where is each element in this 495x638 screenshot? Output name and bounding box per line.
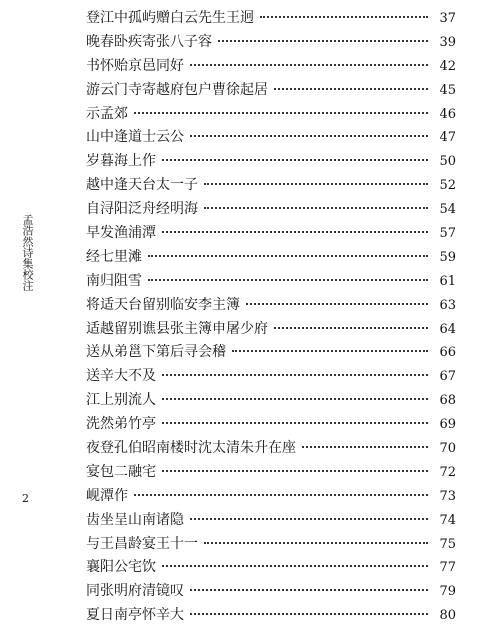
dot-leader <box>204 542 428 544</box>
dot-leader <box>148 279 428 281</box>
dot-leader <box>162 231 428 233</box>
toc-entry <box>86 437 456 461</box>
toc-entry <box>86 318 456 342</box>
toc-entry-title: 越中逢天台太一子 <box>86 177 198 194</box>
toc-entry-page: 73 <box>439 488 456 504</box>
toc-entry-page: 68 <box>439 393 456 409</box>
toc-entry-title: 将适天台留别临安李主簿 <box>86 296 240 313</box>
toc-entry <box>86 365 456 389</box>
dot-leader <box>162 422 428 424</box>
toc-entry-page: 66 <box>439 345 456 361</box>
toc-entry <box>86 485 456 509</box>
toc-entry <box>86 126 456 150</box>
toc-entry-page: 46 <box>439 106 456 122</box>
toc-entry-title: 送从弟邕下第后寻会稽 <box>86 344 226 361</box>
toc-entry-page: 70 <box>439 441 456 457</box>
toc-entry <box>86 556 456 580</box>
toc-entry-page: 37 <box>439 11 456 26</box>
toc-entry-title: 早发渔浦潭 <box>86 225 156 242</box>
dot-leader <box>218 40 428 42</box>
toc-entry-page: 63 <box>439 297 456 313</box>
toc-entry-title: 夜登孔伯昭南楼时沈太清朱升在座 <box>86 440 296 457</box>
toc-entry-page: 52 <box>439 178 456 194</box>
toc-entry-page: 57 <box>439 226 456 242</box>
toc-entry-page: 77 <box>439 560 456 576</box>
dot-leader <box>162 565 428 567</box>
toc-entry-title: 夏日南亭怀辛大 <box>86 607 184 624</box>
toc-entry <box>86 79 456 103</box>
toc-entry-page: 42 <box>439 58 456 74</box>
toc-entry-page: 67 <box>439 369 456 385</box>
toc-entry-page: 74 <box>439 512 456 528</box>
toc-entry <box>86 341 456 365</box>
toc-entry-title: 宴包二融宅 <box>86 463 156 480</box>
toc-entry-page: 64 <box>439 321 456 337</box>
toc-entry <box>86 7 456 31</box>
dot-leader <box>190 589 428 591</box>
toc-entry-title: 洗然弟竹亭 <box>86 416 156 433</box>
toc-entry-title: 岁暮海上作 <box>86 153 156 170</box>
dot-leader <box>134 494 428 496</box>
toc-entry-title: 齿坐呈山南诸隐 <box>86 511 184 528</box>
toc-entry-title: 适越留别谯县张主簿申屠少府 <box>86 320 268 337</box>
toc-entry-page: 47 <box>439 130 456 146</box>
toc-entry-title: 晚春卧疾寄张八子容 <box>86 33 212 50</box>
toc-entry <box>86 533 456 557</box>
toc-entry <box>86 222 456 246</box>
dot-leader <box>190 64 428 66</box>
toc-entry <box>86 246 456 270</box>
toc-entry-page: 39 <box>439 34 456 50</box>
dot-leader <box>232 350 428 352</box>
toc-entry-title: 岘潭作 <box>86 487 128 504</box>
toc-entry-title: 山中逢道士云公 <box>86 129 184 146</box>
dot-leader <box>204 207 428 209</box>
dot-leader <box>162 470 428 472</box>
toc-entry <box>86 174 456 198</box>
toc-entry <box>86 461 456 485</box>
dot-leader <box>162 398 428 400</box>
dot-leader <box>134 112 428 114</box>
toc-entry-title: 同张明府清镜叹 <box>86 583 184 600</box>
toc-entry-page: 75 <box>439 536 456 552</box>
dot-leader <box>190 518 428 520</box>
toc-entry-page: 45 <box>439 82 456 98</box>
toc-entry-title: 示孟郊 <box>86 105 128 122</box>
toc-entry <box>86 509 456 533</box>
toc-entry <box>86 294 456 318</box>
toc-entry <box>86 150 456 174</box>
toc-entry-title: 自浔阳泛舟经明海 <box>86 201 198 218</box>
dot-leader <box>190 613 428 615</box>
toc-entry-title: 登江中孤屿赠白云先生王迥 <box>86 10 254 26</box>
toc-entry-page: 79 <box>439 584 456 600</box>
dot-leader <box>246 303 428 305</box>
toc-entry-page: 61 <box>439 273 456 289</box>
toc-entry-title: 送辛大不及 <box>86 368 156 385</box>
toc-entry-page: 59 <box>439 249 456 265</box>
dot-leader <box>190 135 428 137</box>
toc-entry-page: 80 <box>439 608 456 624</box>
dot-leader <box>274 327 428 329</box>
toc-entry-page: 50 <box>439 154 456 170</box>
dot-leader <box>274 88 428 90</box>
dot-leader <box>204 183 428 185</box>
toc-entry <box>86 580 456 604</box>
toc-entry-page: 69 <box>439 417 456 433</box>
toc-entry <box>86 198 456 222</box>
toc-entry-title: 江上别流人 <box>86 392 156 409</box>
toc-entry-title: 书怀贻京邑同好 <box>86 57 184 74</box>
toc-entry <box>86 604 456 628</box>
dot-leader <box>162 374 428 376</box>
toc-entry-title: 游云门寺寄越府包户曹徐起居 <box>86 81 268 98</box>
toc-entry <box>86 31 456 55</box>
dot-leader <box>148 255 428 257</box>
toc-entry <box>86 55 456 79</box>
toc-entry-title: 经七里滩 <box>86 248 142 265</box>
toc-entry-page: 54 <box>439 202 456 218</box>
toc-entry <box>86 270 456 294</box>
toc-entry <box>86 389 456 413</box>
table-of-contents <box>86 7 456 628</box>
dot-leader <box>260 16 428 18</box>
toc-entry-title: 与王昌龄宴王十一 <box>86 535 198 552</box>
book-title: 孟浩然诗集校注 <box>21 214 34 291</box>
toc-entry-title: 襄阳公宅饮 <box>86 559 156 576</box>
toc-entry-page: 72 <box>439 464 456 480</box>
dot-leader <box>302 446 428 448</box>
toc-entry <box>86 103 456 127</box>
toc-entry-title: 南归阻雪 <box>86 272 142 289</box>
toc-entry <box>86 413 456 437</box>
dot-leader <box>162 159 428 161</box>
page-number: 2 <box>22 492 29 505</box>
